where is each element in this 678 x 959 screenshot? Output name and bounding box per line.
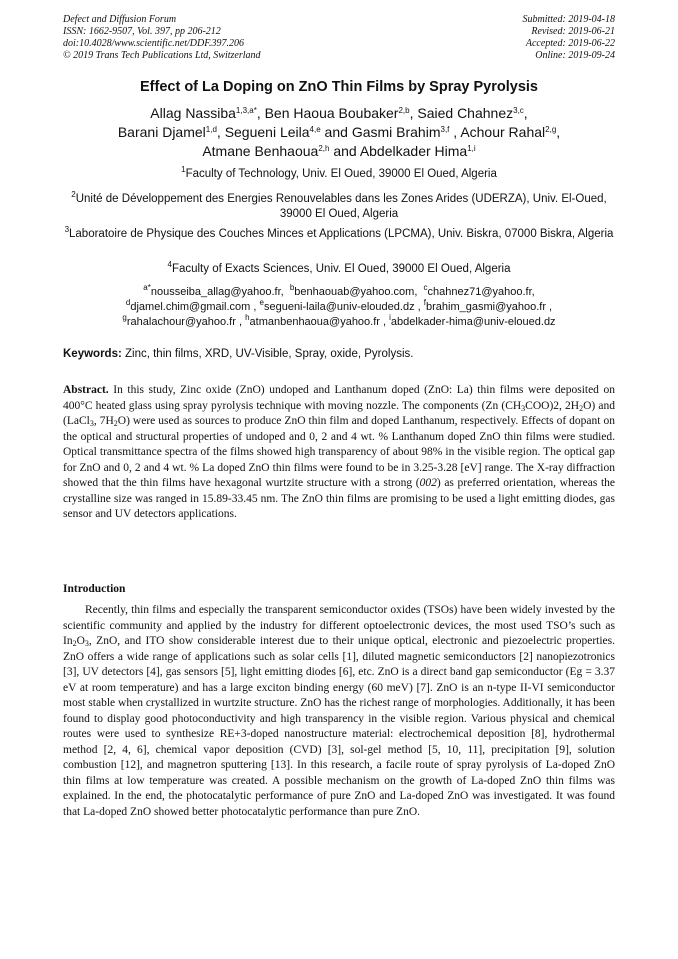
date-submitted: Submitted: 2019-04-18 — [522, 14, 615, 25]
author-emails — [50, 285, 628, 330]
intro-sub: 2 — [72, 639, 77, 648]
email-sup: d — [125, 298, 131, 307]
email-link[interactable]: segueni-laila@univ-elouded.dz , — [263, 301, 421, 313]
author-sup: 1,d — [205, 125, 217, 134]
email-link[interactable]: atmanbenhaoua@yahoo.fr , — [249, 316, 387, 328]
email-link[interactable]: chahnez71@yahoo.fr, — [427, 286, 535, 298]
author-name: Allag Nassiba — [150, 105, 236, 121]
email-line — [50, 285, 628, 300]
email-sup: g — [122, 313, 127, 322]
abstract-sub: 3 — [89, 419, 94, 428]
introduction-paragraph — [63, 603, 615, 820]
keywords — [63, 348, 615, 360]
author-separator: , — [256, 105, 265, 121]
email-sup: f — [423, 298, 426, 307]
email-sup: a* — [143, 283, 151, 292]
keywords-label: Keywords: — [63, 348, 122, 360]
author-sup: 3,f — [440, 125, 450, 134]
author-name: Saied Chahnez — [417, 105, 514, 121]
date-accepted: Accepted: 2019-06-22 — [525, 38, 615, 49]
abstract-text: In this study, Zinc oxide (ZnO) undoped and Lanthanum doped (ZnO: La) thin films were deposited on 400°C heated glass using spray pyrolysis technique with moving nozzle. The components (Zn (CH — [63, 384, 615, 412]
date-online: Online: 2019-09-24 — [535, 50, 615, 61]
keywords-text: Zinc, thin films, XRD, UV-Visible, Spray, oxide, Pyrolysis. — [125, 348, 414, 360]
publication-dates — [523, 14, 616, 62]
affiliation-2 — [60, 192, 618, 222]
author-list — [40, 104, 638, 161]
journal-copyright: © 2019 Trans Tech Publications Ltd, Switzerland — [63, 50, 261, 61]
intro-text: Recently, thin films and especially the transparent semiconductor oxides (TSOs) have been widely invested by the scientific community and applied by the industry for different optoelectronic devices, the most used TSO’s such as In — [63, 604, 615, 647]
author-separator: , — [409, 105, 418, 121]
journal-name: Defect and Diffusion Forum — [63, 14, 177, 25]
intro-sub: 3 — [84, 639, 89, 648]
abstract-label: Abstract. — [63, 384, 109, 396]
email-link[interactable]: djamel.chim@gmail.com , — [130, 301, 257, 313]
email-sup: c — [423, 283, 428, 292]
author-name: Ben Haoua Boubaker — [264, 105, 399, 121]
affiliation-sup: 1 — [181, 165, 186, 174]
author-name: Abdelkader Hima — [359, 143, 468, 159]
email-link[interactable]: benhaouab@yahoo.com, — [294, 286, 418, 298]
affiliation-sup: 4 — [167, 260, 172, 269]
abstract-text: O) were used as sources to produce ZnO thin film and doped Lanthanum, respectively. Effects of dopant on the optical and structural properties of undoped and 0, 2 and 4 wt. % Lanthanum doped ZnO thin films were studied. Optical transmittance spectra of the films showed high transparency of about 98% in the visible region. The optical gap for ZnO and 0, 2 and 4 wt. % La doped ZnO thin films were found to be in 3.25-3.28 [eV] range. The X-ray diffraction showed that the thin films have hexagonal wurtzite structure with a strong ( — [63, 415, 615, 489]
abstract-sub: 2 — [113, 419, 118, 428]
author-sup: 2,b — [398, 106, 410, 115]
intro-text: O — [76, 635, 85, 647]
author-name: Achour Rahal — [460, 124, 546, 140]
affiliation-text: Laboratoire de Physique des Couches Minces et Applications (LPCMA), Univ. Biskra, 07000 Biskra, Algeria — [69, 228, 614, 240]
affiliation-4 — [60, 262, 618, 277]
author-sup: 1,3,a* — [235, 106, 257, 115]
email-link[interactable]: nousseiba_allag@yahoo.fr, — [150, 286, 284, 298]
email-sup: e — [259, 298, 264, 307]
author-sup: 1,i — [467, 144, 476, 153]
author-separator: , — [449, 124, 461, 140]
paper-title: Effect of La Doping on ZnO Thin Films by Spray Pyrolysis — [140, 79, 538, 95]
email-link[interactable]: brahim_gasmi@yahoo.fr , — [425, 301, 553, 313]
date-revised: Revised: 2019-06-21 — [531, 26, 615, 37]
abstract — [63, 383, 615, 523]
affiliation-text: Faculty of Technology, Univ. El Oued, 39000 El Oued, Algeria — [185, 168, 497, 180]
section-heading-introduction: Introduction — [63, 583, 126, 595]
email-line — [50, 300, 628, 315]
author-separator: , — [216, 124, 225, 140]
intro-text: , ZnO, and ITO show considerable interest due to their unique optical, electronic and piezoelectric properties. ZnO offers a wide range of applications such as solar cells [1], diluted magnetic semiconductors [2] nanopiezotronics [3], UV detectors [4], gas sensors [5], light emitting diodes [6], etc. ZnO is a direct band gap semiconductor (Eg = 3.37 eV at room temperature) and has a large exciton binding energy (60 meV) [7]. ZnO is an n-type II-VI semiconductor most stable when crystallized in wurtzite structure. ZnO has the richest range of morphologies. Additionally, it has been found to display good photoconductivity and high transparency in the visible region. Various physical and chemical routes were used to synthesize RE+3-doped nanostructure material: electrochemical deposition [8], hydrothermal method [2, 4, 6], chemical vapor deposition (CVD) [3], sol-gel method [5, 10, 11], precipitation [9], solution combustion [12], and magnetron sputtering [13]. In this research, a facile route of spray pyrolysis of La-doped ZnO thin films at low temperature was created. A possible mechanism on the growth of La-doped ZnO thin films was explained. In the end, the photocatalytic performance of pure ZnO and La-doped ZnO was investigated. It was found that La-doped ZnO showed better photocatalytic performance than pure ZnO. — [63, 635, 615, 818]
author-sup: 4,e — [309, 125, 321, 134]
journal-info — [63, 14, 261, 62]
affiliation-text: Unité de Développement des Energies Renouvelables dans les Zones Arides (UDERZA), Univ. El-Oued, 39000 El Oued, Algeria — [75, 193, 607, 220]
author-separator: , — [556, 124, 561, 140]
affiliation-sup: 3 — [64, 225, 70, 234]
abstract-text: COO)2, 2H — [525, 399, 580, 412]
affiliation-text: Faculty of Exacts Sciences, Univ. El Oued, 39000 El Oued, Algeria — [171, 263, 511, 275]
author-name: Atmane Benhaoua — [202, 143, 319, 159]
author-sup: 3,c — [513, 106, 524, 115]
author-name: Segueni Leila — [224, 124, 310, 140]
author-sup: 2,h — [318, 144, 330, 153]
journal-issn: ISSN: 1662-9507, Vol. 397, pp 206-212 — [63, 26, 221, 37]
author-name: Gasmi Brahim — [351, 124, 441, 140]
email-link[interactable]: rahalachour@yahoo.fr , — [126, 316, 242, 328]
email-sup: h — [245, 313, 250, 322]
journal-doi: doi:10.4028/www.scientific.net/DDF.397.206 — [63, 38, 245, 49]
abstract-text: O) and (LaCl — [63, 399, 615, 427]
abstract-text: ) as preferred orientation, whereas the crystalline size was ranged in 15.89-33.45 nm. The ZnO thin films are promising to be used a light emitting diodes, gas sensor and UV detectors applications. — [63, 477, 615, 520]
abstract-sub: 2 — [579, 403, 584, 413]
author-separator: and — [320, 124, 352, 140]
author-name: Barani Djamel — [117, 124, 206, 140]
abstract-italic: 002 — [419, 477, 437, 489]
abstract-sub: 3 — [521, 403, 526, 413]
email-line — [50, 315, 628, 330]
author-separator: and — [329, 143, 360, 159]
author-sup: 2,g — [545, 125, 557, 134]
author-separator: , — [523, 105, 528, 121]
email-link[interactable]: abdelkader-hima@univ-eloued.dz — [390, 316, 556, 328]
affiliation-sup: 2 — [71, 190, 76, 199]
affiliation-1 — [60, 167, 618, 182]
email-sup: i — [389, 313, 391, 322]
abstract-text: , 7H — [93, 415, 114, 427]
email-sup: b — [289, 283, 295, 292]
affiliation-3 — [60, 227, 618, 242]
